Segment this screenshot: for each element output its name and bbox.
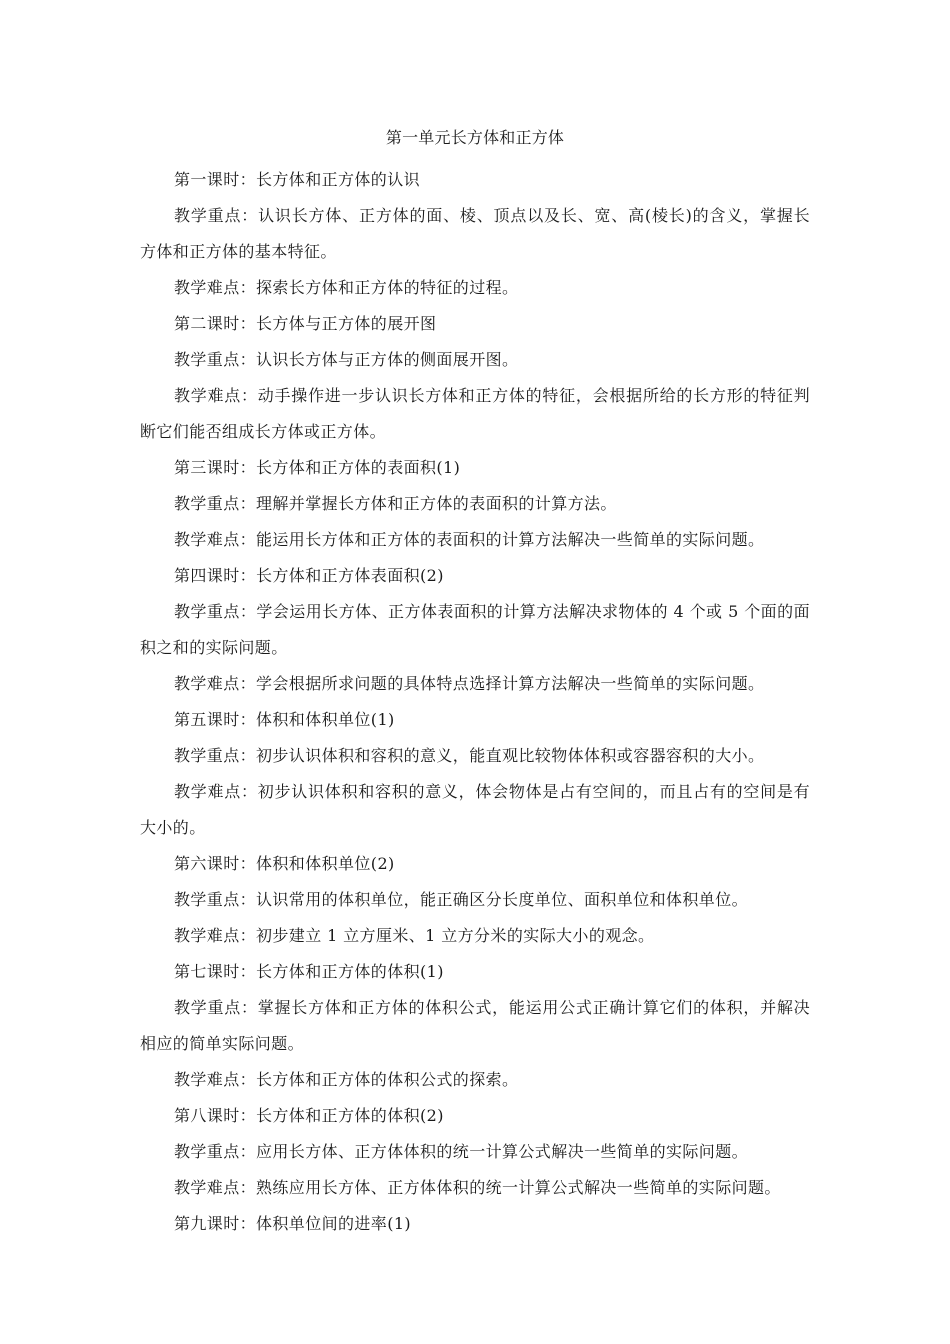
lesson-2-difficulty: 教学难点：动手操作进一步认识长方体和正方体的特征，会根据所给的长方形的特征判断它们能否组成长方体或正方体。 xyxy=(140,386,810,441)
lesson-8-key-point: 教学重点：应用长方体、正方体体积的统一计算公式解决一些简单的实际问题。 xyxy=(174,1142,749,1161)
lesson-7-heading: 第七课时：长方体和正方体的体积(1) xyxy=(174,962,444,981)
lesson-9-heading: 第九课时：体积单位间的进率(1) xyxy=(174,1214,412,1233)
lesson-6-heading: 第六课时：体积和体积单位(2) xyxy=(174,854,395,873)
document-body xyxy=(140,162,810,1242)
lesson-1-heading: 第一课时：长方体和正方体的认识 xyxy=(174,170,421,189)
lesson-6-difficulty: 教学难点：初步建立 1 立方厘米、1 立方分米的实际大小的观念。 xyxy=(174,926,655,945)
lesson-5-difficulty: 教学难点：初步认识体积和容积的意义，体会物体是占有空间的，而且占有的空间是有大小的。 xyxy=(140,782,810,837)
lesson-7-difficulty: 教学难点：长方体和正方体的体积公式的探索。 xyxy=(174,1070,519,1089)
lesson-1-key-point: 教学重点：认识长方体、正方体的面、棱、顶点以及长、宽、高(棱长)的含义，掌握长方体和正方体的基本特征。 xyxy=(140,206,810,261)
lesson-3-key-point: 教学重点：理解并掌握长方体和正方体的表面积的计算方法。 xyxy=(174,494,617,513)
lesson-7-key-point: 教学重点：掌握长方体和正方体的体积公式，能运用公式正确计算它们的体积，并解决相应的简单实际问题。 xyxy=(140,998,810,1053)
lesson-2-key-point: 教学重点：认识长方体与正方体的侧面展开图。 xyxy=(174,350,519,369)
lesson-5-heading: 第五课时：体积和体积单位(1) xyxy=(174,710,395,729)
lesson-8-difficulty: 教学难点：熟练应用长方体、正方体体积的统一计算公式解决一些简单的实际问题。 xyxy=(174,1178,781,1197)
lesson-2-heading: 第二课时：长方体与正方体的展开图 xyxy=(174,314,437,333)
lesson-1-difficulty: 教学难点：探索长方体和正方体的特征的过程。 xyxy=(174,278,519,297)
document-title: 第一单元长方体和正方体 xyxy=(385,128,565,147)
lesson-6-key-point: 教学重点：认识常用的体积单位，能正确区分长度单位、面积单位和体积单位。 xyxy=(174,890,749,909)
lesson-4-key-point: 教学重点：学会运用长方体、正方体表面积的计算方法解决求物体的 4 个或 5 个面的面积之和的实际问题。 xyxy=(140,602,810,657)
lesson-8-heading: 第八课时：长方体和正方体的体积(2) xyxy=(174,1106,444,1125)
lesson-4-heading: 第四课时：长方体和正方体表面积(2) xyxy=(174,566,444,585)
lesson-3-heading: 第三课时：长方体和正方体的表面积(1) xyxy=(174,458,461,477)
lesson-5-key-point: 教学重点：初步认识体积和容积的意义，能直观比较物体体积或容器容积的大小。 xyxy=(174,746,765,765)
lesson-3-difficulty: 教学难点：能运用长方体和正方体的表面积的计算方法解决一些简单的实际问题。 xyxy=(174,530,765,549)
lesson-4-difficulty: 教学难点：学会根据所求问题的具体特点选择计算方法解决一些简单的实际问题。 xyxy=(174,674,765,693)
